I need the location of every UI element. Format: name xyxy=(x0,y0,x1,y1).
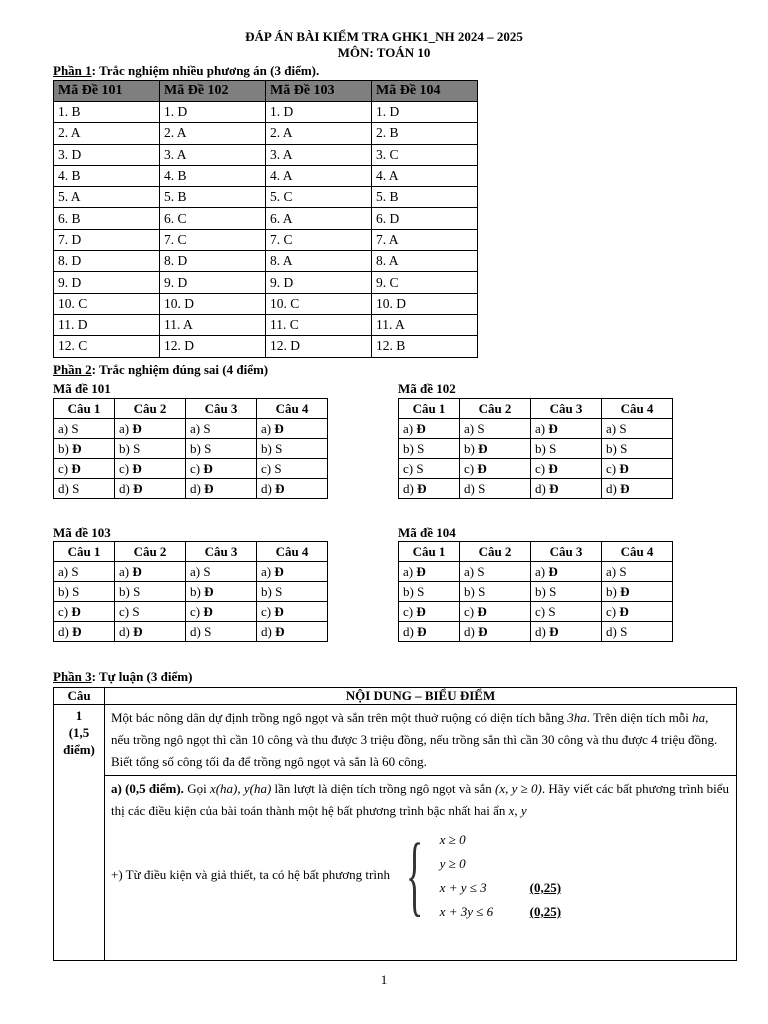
question-col-header: Câu 2 xyxy=(115,399,186,419)
answer-cell: 4. B xyxy=(54,165,160,186)
part3-table xyxy=(53,687,737,961)
table-row xyxy=(54,293,478,314)
table-row xyxy=(54,208,478,229)
answer-cell: d) Đ xyxy=(115,622,186,642)
question-number: 1 xyxy=(75,708,83,723)
answer-cell: 2. A xyxy=(54,123,160,144)
answer-cell: a) S xyxy=(602,419,673,439)
inequality-system xyxy=(111,828,730,924)
answer-cell: c) Đ xyxy=(460,602,531,622)
answer-cell: a) S xyxy=(54,562,115,582)
question-col-header: Câu 4 xyxy=(602,399,673,419)
answer-cell: d) Đ xyxy=(257,479,328,499)
answer-cell: 10. C xyxy=(54,293,160,314)
answer-cell: c) Đ xyxy=(115,459,186,479)
question-col-header: Câu 4 xyxy=(602,542,673,562)
answer-cell: 8. D xyxy=(160,251,266,272)
question-col-header: Câu 4 xyxy=(257,399,328,419)
answer-cell: c) Đ xyxy=(531,459,602,479)
answer-cell: 12. D xyxy=(266,336,372,357)
answer-cell: 1. D xyxy=(160,102,266,123)
answer-cell: 10. D xyxy=(372,293,478,314)
answer-cell: d) S xyxy=(54,479,115,499)
part2-table-103 xyxy=(53,541,328,642)
answer-cell: c) S xyxy=(115,602,186,622)
table-row xyxy=(54,272,478,293)
answer-cell: 6. C xyxy=(160,208,266,229)
answer-cell: 12. C xyxy=(54,336,160,357)
answer-cell: 4. B xyxy=(160,165,266,186)
table-row xyxy=(399,419,673,439)
part2-table-label: Mã đề 101 xyxy=(53,381,111,396)
answer-cell: c) Đ xyxy=(186,459,257,479)
answer-cell: 6. A xyxy=(266,208,372,229)
answer-cell: c) Đ xyxy=(186,602,257,622)
answer-cell: 10. D xyxy=(160,293,266,314)
question-col-header: Câu 2 xyxy=(460,399,531,419)
answer-cell: 9. D xyxy=(54,272,160,293)
answer-cell: b) S xyxy=(186,439,257,459)
question-col-header: Câu 2 xyxy=(460,542,531,562)
question-col-header: Câu 3 xyxy=(531,542,602,562)
answer-cell: d) Đ xyxy=(460,622,531,642)
answer-cell: b) S xyxy=(460,582,531,602)
table-row xyxy=(399,479,673,499)
table-row xyxy=(54,602,328,622)
table-row xyxy=(54,479,328,499)
answer-cell: d) Đ xyxy=(531,622,602,642)
table-row xyxy=(399,459,673,479)
answer-cell: c) S xyxy=(257,459,328,479)
answer-cell: a) Đ xyxy=(257,419,328,439)
answer-cell: d) Đ xyxy=(186,479,257,499)
answer-cell: 9. D xyxy=(160,272,266,293)
question-text: Một bác nông dân dự định trồng ngô ngọt và sắn trên một thuở ruộng có diện tích bằng 3ha. Trên diện tích mỗi ha, nếu trồng ngô ngọt thì cần 10 công và thu được 3 triệu đồng, nếu trồng sắn thì cần 30 công và thu được 4 triệu đồng. Biết tổng số công tối đa để trồng ngô ngọt và sắn là 60 công. xyxy=(105,705,737,776)
answer-cell: 11. A xyxy=(372,314,478,335)
answer-cell: 5. B xyxy=(372,187,478,208)
part1-col-header: Mã Đề 103 xyxy=(266,81,372,102)
part3-heading: Phần 3: Tự luận (3 điểm) xyxy=(53,669,193,684)
answer-cell: c) Đ xyxy=(257,602,328,622)
answer-cell: 1. D xyxy=(266,102,372,123)
answer-cell: a) Đ xyxy=(115,419,186,439)
answer-cell: a) S xyxy=(54,419,115,439)
answer-cell: 9. C xyxy=(372,272,478,293)
answer-cell: c) Đ xyxy=(54,602,115,622)
answer-cell: c) Đ xyxy=(54,459,115,479)
answer-cell: a) S xyxy=(186,562,257,582)
answer-cell: 7. C xyxy=(266,229,372,250)
table-row xyxy=(54,123,478,144)
answer-cell: b) S xyxy=(531,439,602,459)
part2-table-label: Mã đề 103 xyxy=(53,525,111,540)
table-row xyxy=(399,622,673,642)
answer-cell: b) S xyxy=(399,439,460,459)
col-cau-header: Câu xyxy=(54,688,105,705)
answer-cell: 10. C xyxy=(266,293,372,314)
table-row xyxy=(54,165,478,186)
answer-cell: 4. A xyxy=(266,165,372,186)
answer-cell: d) Đ xyxy=(115,479,186,499)
system-intro: +) Từ điều kiện và giả thiết, ta có hệ bất phương trình xyxy=(111,866,390,882)
question-col-header: Câu 1 xyxy=(54,542,115,562)
answer-cell: 1. B xyxy=(54,102,160,123)
answer-cell: 12. D xyxy=(160,336,266,357)
question-col-header: Câu 4 xyxy=(257,542,328,562)
answer-cell: d) Đ xyxy=(602,479,673,499)
table-row xyxy=(399,439,673,459)
part2-table-104 xyxy=(398,541,673,642)
table-row xyxy=(54,314,478,335)
table-row xyxy=(54,439,328,459)
answer-cell: 2. A xyxy=(160,123,266,144)
part1-table xyxy=(53,80,478,358)
answer-cell: a) Đ xyxy=(531,419,602,439)
answer-cell: 4. A xyxy=(372,165,478,186)
answer-cell: 1. D xyxy=(372,102,478,123)
document-title: ĐÁP ÁN BÀI KIỂM TRA GHK1_NH 2024 – 2025 xyxy=(245,29,523,44)
answer-cell: b) S xyxy=(399,582,460,602)
table-row xyxy=(54,582,328,602)
question-col-header: Câu 1 xyxy=(399,542,460,562)
answer-cell: 11. C xyxy=(266,314,372,335)
inequality-row: x ≥ 0 xyxy=(439,832,466,847)
answer-cell: d) S xyxy=(602,622,673,642)
table-row xyxy=(54,187,478,208)
table-row xyxy=(54,144,478,165)
answer-cell: b) Đ xyxy=(186,582,257,602)
answer-cell: 11. A xyxy=(160,314,266,335)
question-points: (1,5 điểm) xyxy=(63,725,95,757)
answer-cell: a) S xyxy=(602,562,673,582)
part1-heading: Phần 1: Trắc nghiệm nhiều phương án (3 điểm). xyxy=(53,63,320,78)
points-label: (0,25) xyxy=(529,880,562,895)
answer-cell: 12. B xyxy=(372,336,478,357)
table-row xyxy=(54,336,478,357)
table-row xyxy=(54,102,478,123)
answer-cell: d) Đ xyxy=(399,479,460,499)
table-row xyxy=(54,622,328,642)
answer-a: a) (0,5 điểm). Gọi x(ha), y(ha) lần lượt là diện tích trồng ngô ngọt và sắn (x, y ≥ 0). Hãy viết các bất phương trình biểu thị các điều kiện của bài toán thành một hệ bất phương trình bậc nhất hai ẩn x, y +) Từ điều kiện và giả thiết, ta có hệ bất phương trình { x ≥ 0 y ≥ 0 x + y ≤ 3 (0,25) x + 3y ≤ 6 (0,25) xyxy=(105,776,737,961)
table-row xyxy=(54,419,328,439)
answer-cell: c) Đ xyxy=(602,459,673,479)
answer-cell: d) Đ xyxy=(399,622,460,642)
answer-cell: 6. B xyxy=(54,208,160,229)
answer-cell: 9. D xyxy=(266,272,372,293)
answer-cell: b) S xyxy=(257,439,328,459)
table-row xyxy=(399,602,673,622)
table-row xyxy=(399,582,673,602)
answer-cell: 3. C xyxy=(372,144,478,165)
answer-cell: 3. D xyxy=(54,144,160,165)
answer-cell: a) Đ xyxy=(257,562,328,582)
answer-cell: 7. C xyxy=(160,229,266,250)
answer-cell: b) Đ xyxy=(54,439,115,459)
answer-cell: c) S xyxy=(531,602,602,622)
inequality-row: x + 3y ≤ 6 (0,25) xyxy=(439,904,562,919)
answer-cell: b) Đ xyxy=(602,582,673,602)
page-number: 1 xyxy=(380,972,388,987)
answer-cell: a) S xyxy=(460,562,531,582)
part2-table-label: Mã đề 104 xyxy=(398,525,456,540)
answer-cell: 8. A xyxy=(372,251,478,272)
points-label: (0,25) xyxy=(529,904,562,919)
answer-cell: 3. A xyxy=(160,144,266,165)
answer-cell: d) S xyxy=(186,622,257,642)
answer-cell: 3. A xyxy=(266,144,372,165)
answer-cell: b) S xyxy=(115,439,186,459)
table-row xyxy=(399,562,673,582)
answer-cell: b) S xyxy=(54,582,115,602)
answer-cell: 6. D xyxy=(372,208,478,229)
question-number-cell xyxy=(54,705,105,961)
inequality-row: x + y ≤ 3 (0,25) xyxy=(439,880,562,895)
answer-cell: a) Đ xyxy=(399,419,460,439)
answer-cell: 5. C xyxy=(266,187,372,208)
question-col-header: Câu 2 xyxy=(115,542,186,562)
answer-cell: a) S xyxy=(186,419,257,439)
answer-cell: 5. A xyxy=(54,187,160,208)
answer-cell: a) Đ xyxy=(399,562,460,582)
answer-cell: 7. D xyxy=(54,229,160,250)
answer-cell: 2. A xyxy=(266,123,372,144)
answer-cell: a) Đ xyxy=(531,562,602,582)
part2-table-101 xyxy=(53,398,328,499)
answer-cell: b) Đ xyxy=(460,439,531,459)
answer-cell: b) S xyxy=(115,582,186,602)
answer-cell: d) Đ xyxy=(257,622,328,642)
question-col-header: Câu 3 xyxy=(186,542,257,562)
answer-cell: d) S xyxy=(460,479,531,499)
part1-col-header: Mã Đề 104 xyxy=(372,81,478,102)
part2-table-102 xyxy=(398,398,673,499)
answer-cell: 11. D xyxy=(54,314,160,335)
table-row xyxy=(54,459,328,479)
question-col-header: Câu 1 xyxy=(399,399,460,419)
answer-cell: 8. A xyxy=(266,251,372,272)
table-row xyxy=(54,251,478,272)
question-col-header: Câu 1 xyxy=(54,399,115,419)
answer-cell: b) S xyxy=(257,582,328,602)
answer-cell: c) Đ xyxy=(399,602,460,622)
table-row xyxy=(54,229,478,250)
col-content-header: NỘI DUNG – BIỂU ĐIỂM xyxy=(105,688,737,705)
answer-cell: b) S xyxy=(531,582,602,602)
system-rows xyxy=(440,828,561,924)
answer-cell: c) S xyxy=(399,459,460,479)
answer-cell: c) Đ xyxy=(602,602,673,622)
answer-cell: a) S xyxy=(460,419,531,439)
answer-cell: a) Đ xyxy=(115,562,186,582)
question-col-header: Câu 3 xyxy=(531,399,602,419)
part2-heading: Phần 2: Trắc nghiệm đúng sai (4 điểm) xyxy=(53,362,269,377)
answer-cell: c) Đ xyxy=(460,459,531,479)
left-brace-icon: { xyxy=(406,826,424,925)
answer-cell: d) Đ xyxy=(531,479,602,499)
part1-col-header: Mã Đề 101 xyxy=(54,81,160,102)
answer-cell: 2. B xyxy=(372,123,478,144)
answer-cell: 7. A xyxy=(372,229,478,250)
answer-cell: b) S xyxy=(602,439,673,459)
question-col-header: Câu 3 xyxy=(186,399,257,419)
part2-table-label: Mã đề 102 xyxy=(398,381,456,396)
answer-cell: d) Đ xyxy=(54,622,115,642)
subject-title: MÔN: TOÁN 10 xyxy=(337,45,431,60)
answer-cell: 5. B xyxy=(160,187,266,208)
table-row xyxy=(54,562,328,582)
answer-cell: 8. D xyxy=(54,251,160,272)
inequality-row: y ≥ 0 xyxy=(439,856,466,871)
part1-col-header: Mã Đề 102 xyxy=(160,81,266,102)
